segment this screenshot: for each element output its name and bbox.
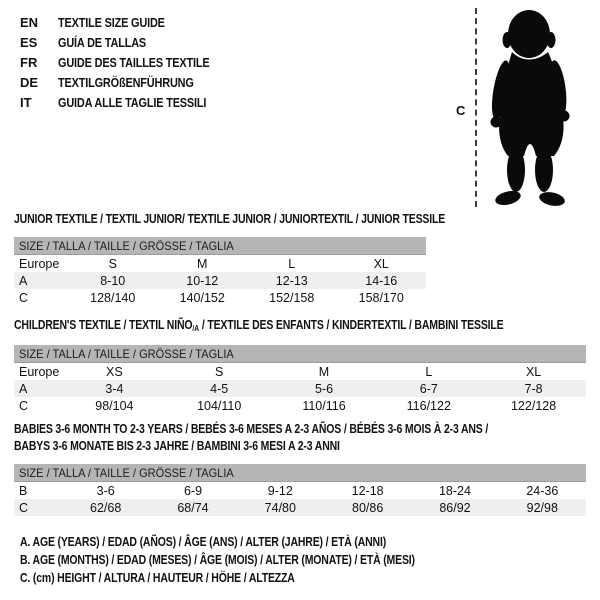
size-cell: 122/128 [510,398,557,413]
junior-size-table [14,237,426,306]
size-cell: 110/116 [302,398,346,413]
row-label: C [19,398,29,413]
lang-label: TEXTILE SIZE GUIDE [58,14,165,30]
row-label: Europe [19,256,60,271]
babies-table-header-bar: SIZE / TALLA / TAILLE / GRÖSSE / TAGLIA [14,464,586,482]
row-label: A [19,381,28,396]
lang-code: EN [20,14,39,30]
height-measure-dashed-line [475,8,477,207]
baby-silhouette-icon [482,4,578,208]
legend-line-b: B. AGE (MONTHS) / EDAD (MESES) / ÂGE (MOIS) / ALTER (MONATE) / ETÀ (MESI) [20,553,415,567]
size-cell: 128/140 [90,290,136,305]
size-cell: XL [525,364,542,379]
size-cell: 68/74 [177,500,209,515]
row-label: A [19,273,28,288]
height-measure-label: C [456,103,466,118]
lang-row-de [20,72,238,92]
size-cell: 74/80 [264,500,296,515]
table-row [14,272,426,289]
size-cell: S [215,364,224,379]
size-cell: 116/122 [406,398,451,413]
size-cell: 6-7 [419,381,438,396]
table-row [14,255,426,272]
size-cell: 12-18 [351,483,384,498]
size-cell: 5-6 [314,381,334,396]
table-row [14,363,586,380]
junior-table-header-bar: SIZE / TALLA / TAILLE / GRÖSSE / TAGLIA [14,237,426,255]
lang-code: ES [20,34,38,50]
nino-a-subscript: /A [192,324,200,333]
size-cell: 7-8 [524,381,543,396]
size-cell: M [318,364,330,379]
children-size-table [14,345,586,414]
size-cell: L [288,256,296,271]
language-list [20,12,238,112]
size-cell: S [108,256,117,271]
row-label: B [19,483,28,498]
size-cell: 9-12 [267,483,293,498]
size-cell: 158/170 [358,290,404,305]
table-row [14,289,426,306]
table-row [14,499,586,516]
size-cell: 140/152 [179,290,225,305]
size-cell: 4-5 [210,381,229,396]
lang-code: IT [20,94,32,110]
lang-label: TEXTILGRÖßENFÜHRUNG [58,74,194,90]
lang-label: GUIDE DES TAILLES TEXTILE [58,54,210,70]
children-table-title: CHILDREN'S TEXTILE / TEXTIL NIÑO/A / TEXTILE DES ENFANTS / KINDERTEXTIL / BAMBINI TESSILE [14,318,504,333]
size-cell: 80/86 [352,500,384,515]
lang-code: FR [20,54,38,70]
size-cell: 92/98 [526,500,558,515]
junior-table-title: JUNIOR TEXTILE / TEXTIL JUNIOR/ TEXTILE JUNIOR / JUNIORTEXTIL / JUNIOR TESSILE [14,212,446,226]
size-cell: 18-24 [438,483,471,498]
size-cell: 86/92 [439,500,471,515]
legend-line-a: A. AGE (YEARS) / EDAD (AÑOS) / ÂGE (ANS) / ALTER (JAHRE) / ETÀ (ANNI) [20,535,387,549]
lang-code: DE [20,74,39,90]
size-cell: 3-6 [96,483,115,498]
size-cell: 24-36 [526,483,559,498]
row-label: Europe [19,364,60,379]
size-cell: 152/158 [269,290,315,305]
lang-row-en [20,12,238,32]
row-label: C [19,500,29,515]
table-row [14,482,586,499]
size-cell: 104/110 [197,398,242,413]
size-cell: L [425,364,433,379]
size-cell: 12-13 [275,273,308,288]
table-row [14,397,586,414]
legend-line-c: C. (cm) HEIGHT / ALTURA / HAUTEUR / HÖHE / ALTEZZA [20,571,295,585]
babies-size-table [14,464,586,516]
lang-row-it [20,92,238,112]
size-cell: XS [106,364,123,379]
babies-table-title: BABIES 3-6 MONTH TO 2-3 YEARS / BEBÉS 3-6 MESES A 2-3 AÑOS / BÉBÉS 3-6 MOIS À 2-3 ANS / BABYS 3-6 MONATE BIS 2-3 JAHRE / BAMBINI 3-6 MESI A 2-3 ANNI [14,422,489,453]
lang-row-es [20,32,238,52]
size-cell: 8-10 [100,273,126,288]
size-cell: 98/104 [95,398,134,413]
size-cell: M [197,256,208,271]
row-label: C [19,290,29,305]
size-cell: 10-12 [186,273,219,288]
size-cell: 3-4 [105,381,124,396]
size-cell: XL [373,256,389,271]
measurement-legend [20,533,490,587]
size-cell: 6-9 [183,483,203,498]
size-cell: 62/68 [90,500,122,515]
table-row [14,380,586,397]
lang-label: GUIDA ALLE TAGLIE TESSILI [58,94,207,110]
size-cell: 14-16 [365,273,398,288]
children-table-header-bar: SIZE / TALLA / TAILLE / GRÖSSE / TAGLIA [14,345,586,363]
lang-row-fr [20,52,238,72]
lang-label: GUÍA DE TALLAS [58,34,147,50]
